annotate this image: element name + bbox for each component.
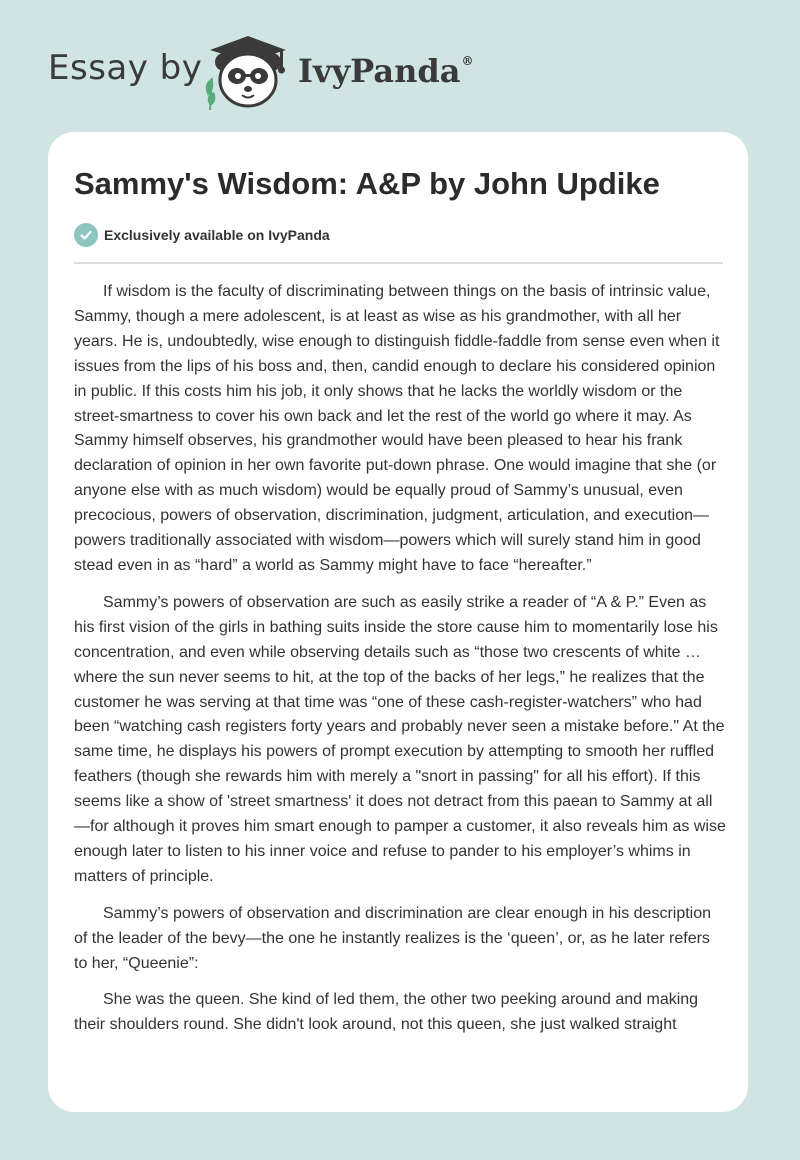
paragraph: Sammy’s powers of observation and discrimination are clear enough in his description of the leader of the bevy—the one he instantly realizes is the ‘queen’, or, as he later refers to her, “Queenie”: (74, 904, 712, 972)
page-title: Sammy's Wisdom: A&P by John Updike (74, 166, 660, 201)
check-icon (74, 223, 98, 247)
divider (74, 262, 723, 264)
exclusive-badge (74, 222, 330, 248)
exclusive-badge-label: Exclusively available on IvyPanda (104, 227, 330, 243)
paragraph: If wisdom is the faculty of discriminating between things on the basis of intrinsic value, Sammy, though a mere adolescent, is at least as wise as his grandmother, with all her years. He is, undoubtedly, wise enough to distinguish fiddle-faddle from sense even when it issues from the lips of his boss and, then, candid enough to declare his considered opinion in public. If this costs him his job, it only shows that he lacks the worldly wisdom or the street-smartness to cover his own back and let the rest of the world go where it may. As Sammy himself observes, his grandmother would have been pleased to hear his frank declaration of opinion in her own favorite put-down phrase. One would imagine that she (or anyone else with as much wisdom) would be equally proud of Sammy’s unusual, even precocious, powers of observation, discrimination, judgment, articulation, and execution—powers traditionally associated with wisdom—powers which will surely stand him in good stead even in as “hard” a world as Sammy might have to face “hereafter.” (74, 283, 720, 574)
paragraph: She was the queen. She kind of led them, the other two peeking around and making their shoulders round. She didn't look around, not this queen, she just walked straight (74, 991, 699, 1034)
brand-name[interactable] (298, 52, 473, 90)
site-header (0, 0, 800, 130)
essay-card (48, 132, 748, 1112)
essay-body (74, 280, 726, 1050)
panda-logo-icon[interactable] (200, 32, 296, 112)
brand-text: IvyPanda (298, 52, 461, 90)
paragraph: Sammy’s powers of observation are such as easily strike a reader of “A & P.” Even as his first vision of the girls in bathing suits inside the store cause him to momentarily lose his concentration, and even while observing details such as “those two crescents of white … where the sun never seems to hit, at the top of the backs of her legs,” he realizes that the customer he was serving at that time was “one of these cash-register-watchers” who had been “watching cash registers forty years and probably never seen a mistake before." At the same time, he displays his powers of prompt execution by attempting to smooth her ruffled feathers (though she rewards him with merely a "snort in passing" for all his effort). If this seems like a show of 'street smartness' it does not detract from this paean to Sammy at all—for although it proves him smart enough to pamper a customer, it also reveals him as wise enough later to listen to his inner voice and refuse to pander to his employer’s whims in matters of principle. (74, 593, 726, 885)
registered-mark: ® (461, 54, 474, 68)
essay-by-label: Essay by (48, 48, 203, 88)
